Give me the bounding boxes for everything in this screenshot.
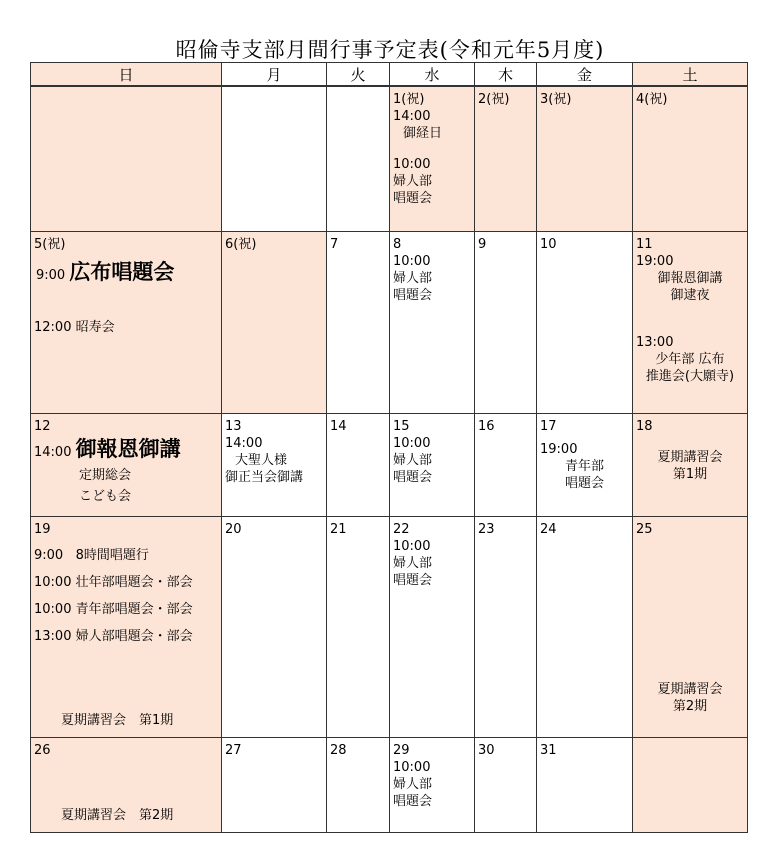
day-cell [537,414,633,517]
date-label: 15 [393,419,410,434]
event-name: 婦人部 [393,174,433,189]
date-label: 7 [330,237,339,252]
event-name: 青年部 [564,459,604,474]
date-label: 9 [478,237,487,252]
event-name: 御報恩御講 [75,437,181,461]
header-sun: 日 [31,63,222,87]
day-cell [633,414,748,517]
event-name: 夏期講習会 第2期 [61,808,174,823]
day-cell [327,738,390,833]
date-label: 1(祝) [393,92,425,107]
event-time: 10:00 [393,157,431,172]
event-name: 唱題会 [393,794,433,809]
header-tue: 火 [327,63,390,87]
date-label: 29 [393,743,410,758]
day-cell [31,517,222,738]
date-label: 23 [478,522,495,537]
event-name: 推進会(大願寺) [645,369,735,384]
event-time: 14:00 [393,109,431,124]
day-cell-empty [633,738,748,833]
date-label: 5(祝) [34,237,66,252]
event-time: 13:00 [34,629,72,644]
event-name: 大聖人様 [235,453,288,468]
date-label: 2(祝) [478,92,510,107]
date-label: 31 [540,743,557,758]
header-row [31,63,748,87]
event-name: 唱題会 [393,470,433,485]
event-time: 12:00 [34,320,72,335]
event-time: 9:00 [36,268,66,283]
date-label: 13 [225,419,242,434]
week-row [31,232,748,414]
day-cell [222,414,327,517]
day-cell [537,232,633,414]
day-cell [475,414,537,517]
header-sat: 土 [633,63,748,87]
week-row [31,517,748,738]
event-name: 第2期 [672,699,708,714]
schedule-table [30,62,748,833]
date-label: 11 [636,237,653,252]
day-cell [390,517,475,738]
week-row [31,738,748,833]
day-cell [537,738,633,833]
date-label: 16 [478,419,495,434]
day-cell [633,517,748,738]
day-cell [475,738,537,833]
date-label: 19 [34,522,51,537]
event-name: 広布唱題会 [69,260,175,284]
event-time: 10:00 [34,575,72,590]
event-time: 10:00 [393,436,431,451]
date-label: 8 [393,237,402,252]
header-wed: 水 [390,63,475,87]
date-label: 22 [393,522,410,537]
day-cell-empty [327,86,390,232]
event-name: 第1期 [672,467,708,482]
date-label: 17 [540,419,557,434]
day-cell [222,738,327,833]
event-time: 14:00 [34,445,72,460]
event-time: 19:00 [636,254,674,269]
event-name: 夏期講習会 [657,450,723,465]
event-name: 壮年部唱題会・部会 [75,575,193,590]
day-cell [31,414,222,517]
date-label: 6(祝) [225,237,257,252]
event-name: 御報恩御講 [657,271,723,286]
event-name: 8時間唱題行 [75,548,149,563]
event-name: 御逮夜 [670,288,710,303]
event-name: 婦人部 [393,453,433,468]
day-cell [390,738,475,833]
day-cell [31,738,222,833]
event-time: 13:00 [636,335,674,350]
day-cell [475,86,537,232]
day-cell [537,86,633,232]
event-name: 婦人部 [393,556,433,571]
day-cell [327,232,390,414]
event-time: 10:00 [34,602,72,617]
day-cell [222,232,327,414]
week-row [31,414,748,517]
day-cell-empty [222,86,327,232]
event-time: 10:00 [393,254,431,269]
event-name: 婦人部 [393,271,433,286]
day-cell [222,517,327,738]
date-label: 26 [34,743,51,758]
date-label: 14 [330,419,347,434]
event-name: 昭寿会 [75,320,115,335]
event-name: 少年部 広布 [655,352,725,367]
page-title: 昭倫寺支部月間行事予定表(令和元年5月度) [175,38,605,62]
event-name: 唱題会 [564,476,604,491]
event-name: 婦人部 [393,777,433,792]
day-cell [475,517,537,738]
date-label: 10 [540,237,557,252]
event-name: 青年部唱題会・部会 [75,602,193,617]
date-label: 3(祝) [540,92,572,107]
week-row [31,86,748,232]
event-time: 9:00 [34,548,64,563]
day-cell [31,232,222,414]
date-label: 25 [636,522,653,537]
date-label: 18 [636,419,653,434]
date-label: 20 [225,522,242,537]
event-name: こども会 [79,489,132,504]
day-cell [390,414,475,517]
event-name: 夏期講習会 第1期 [61,713,174,728]
date-label: 24 [540,522,557,537]
header-mon: 月 [222,63,327,87]
event-time: 10:00 [393,760,431,775]
date-label: 21 [330,522,347,537]
date-label: 4(祝) [636,92,668,107]
event-name: 定期総会 [79,468,132,483]
event-time: 10:00 [393,539,431,554]
event-time: 19:00 [540,442,578,457]
event-name: 夏期講習会 [657,682,723,697]
day-cell [537,517,633,738]
event-name: 唱題会 [393,191,433,206]
date-label: 27 [225,743,242,758]
header-fri: 金 [537,63,633,87]
header-thu: 木 [475,63,537,87]
event-name: 御正当会御講 [225,470,304,485]
event-name: 唱題会 [393,573,433,588]
day-cell [633,232,748,414]
day-cell [327,414,390,517]
day-cell [475,232,537,414]
event-name: 婦人部唱題会・部会 [75,629,193,644]
day-cell [327,517,390,738]
day-cell [390,232,475,414]
event-name: 唱題会 [393,288,433,303]
date-label: 12 [34,419,51,434]
day-cell-empty [31,86,222,232]
day-cell [633,86,748,232]
day-cell [390,86,475,232]
date-label: 28 [330,743,347,758]
event-name: 御経日 [403,126,443,141]
date-label: 30 [478,743,495,758]
event-time: 14:00 [225,436,263,451]
